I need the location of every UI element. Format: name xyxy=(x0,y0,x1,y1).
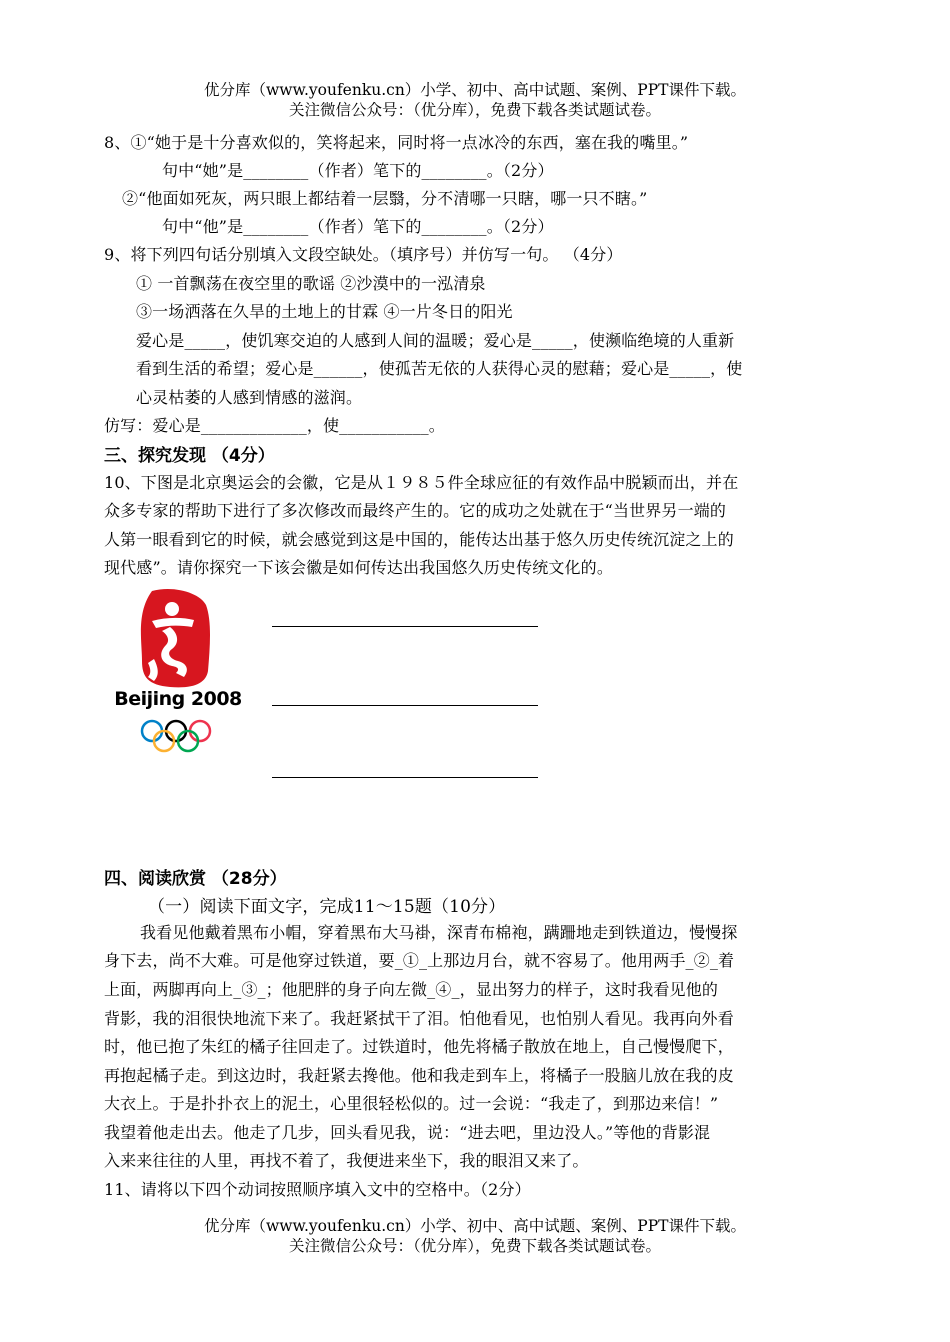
answer-line-3[interactable] xyxy=(272,777,538,778)
footer-line-2: 关注微信公众号：（优分库），免费下载各类试题试卷。 xyxy=(288,1237,661,1255)
q11-line: 11、请将以下四个动词按照顺序填入文中的空格中。（2分） xyxy=(104,1180,531,1199)
header-line-2: 关注微信公众号：（优分库），免费下载各类试题试卷。 xyxy=(288,101,661,119)
passage-line-6: 再抱起橘子走。到这边时，我赶紧去搀他。他和我走到车上，将橘子一股脑儿放在我的皮 xyxy=(104,1066,734,1085)
passage-line-2: 身下去，尚不大难。可是他穿过铁道，要_①_上那边月台，就不容易了。他用两手_②_着 xyxy=(104,951,735,970)
answer-line-2[interactable] xyxy=(272,705,538,706)
q8-line-1: 8、①“她于是十分喜欢似的，笑将起来，同时将一点冰冷的东西，塞在我的嘴里。” xyxy=(104,133,689,152)
footer-line-1: 优分库（www.youfenku.cn）小学、初中、高中试题、案例、PPT课件下载。 xyxy=(203,1217,747,1235)
q9-line-1: 9、将下列四句话分别填入文段空缺处。（填序号）并仿写一句。 （4分） xyxy=(104,245,623,264)
q9-options-2: ③一场洒落在久旱的土地上的甘霖 ④一片冬日的阳光 xyxy=(136,302,513,321)
figure-head xyxy=(165,602,179,616)
passage-line-5: 时，他已抱了朱红的橘子往回走了。过铁道时，他先将橘子散放在地上，自己慢慢爬下， xyxy=(104,1037,734,1056)
q9-passage-1: 爱心是_____，使饥寒交迫的人感到人间的温暖；爱心是_____，使濒临绝境的人重新 xyxy=(136,331,735,350)
q8-line-4: 句中“他”是________（作者）笔下的________。（2分） xyxy=(162,217,554,236)
header-line-1: 优分库（www.youfenku.cn）小学、初中、高中试题、案例、PPT课件下载。 xyxy=(203,81,747,99)
section-4-subtitle: （一）阅读下面文字，完成11～15题（10分） xyxy=(148,897,506,917)
q10-line-1: 10、下图是北京奥运会的会徽，它是从１９８５件全球应征的有效作品中脱颖而出，并在 xyxy=(104,473,739,492)
passage-line-4: 背影，我的泪很快地流下来了。我赶紧拭干了泪。怕他看见，也怕别人看见。我再向外看 xyxy=(104,1009,734,1028)
section-3-title: 三、探究发现 （4分） xyxy=(104,446,275,466)
passage-line-3: 上面，两脚再向上_③_；他肥胖的身子向左微_④_，显出努力的样子，这时我看见他的 xyxy=(104,980,719,999)
beijing-2008-emblem xyxy=(112,587,244,759)
q10-line-3: 人第一眼看到它的时候，就会感觉到这是中国的，能传达出基于悠久历史传统沉淀之上的 xyxy=(104,530,734,549)
answer-line-1[interactable] xyxy=(272,626,538,627)
q8-line-3: ②“他面如死灰，两只眼上都结着一层翳，分不清哪一只瞎，哪一只不瞎。” xyxy=(122,189,648,208)
q8-line-2: 句中“她”是________（作者）笔下的________。（2分） xyxy=(162,161,554,180)
passage-line-8: 我望着他走出去。他走了几步，回头看见我，说：“进去吧，里边没人。”等他的背影混 xyxy=(104,1123,711,1142)
q9-options-1: ① 一首飘荡在夜空里的歌谣 ②沙漠中的一泓清泉 xyxy=(136,274,486,293)
olympic-rings-icon xyxy=(112,717,244,757)
passage-line-9: 入来来往往的人里，再找不着了，我便进来坐下，我的眼泪又来了。 xyxy=(104,1151,589,1170)
q9-passage-3: 心灵枯萎的人感到情感的滋润。 xyxy=(136,388,363,407)
passage-line-7: 大衣上。于是扑扑衣上的泥土，心里很轻松似的。过一会说：“我走了，到那边来信！” xyxy=(104,1094,719,1113)
section-4-title: 四、阅读欣赏 （28分） xyxy=(104,869,287,889)
q9-passage-2: 看到生活的希望；爱心是______，使孤苦无依的人获得心灵的慰藉；爱心是_____，使 xyxy=(136,359,743,378)
q10-line-2: 众多专家的帮助下进行了多次修改而最终产生的。它的成功之处就在于“当世界另一端的 xyxy=(104,501,727,520)
passage-line-1: 我看见他戴着黑布小帽，穿着黑布大马褂，深青布棉袍，蹒跚地走到铁道边，慢慢探 xyxy=(140,923,738,942)
emblem-text: Beijing 2008 xyxy=(114,688,242,710)
q9-imitation: 仿写：爱心是_____________，使___________。 xyxy=(104,416,445,435)
q10-line-4: 现代感”。请你探究一下该会徽是如何传达出我国悠久历史传统文化的。 xyxy=(104,558,613,577)
